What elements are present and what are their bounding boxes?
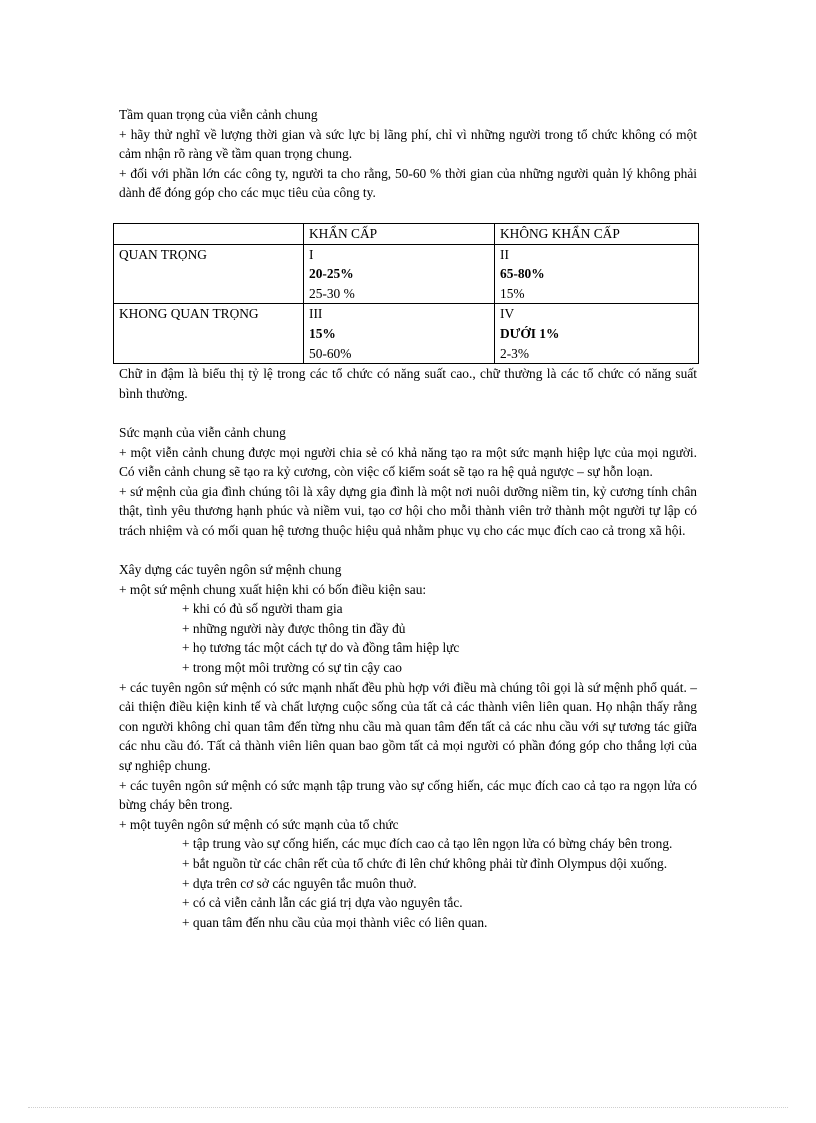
cell-quadrant-4	[495, 304, 699, 364]
quadrant-number: III	[309, 306, 323, 322]
row-label-not-important: KHONG QUAN TRỌNG	[114, 304, 304, 364]
mission-trait-item: + có cả viễn cảnh lẫn các giá trị dựa vào nguyên tắc.	[182, 895, 463, 911]
priority-table	[113, 223, 699, 364]
mission-trait-item: + tập trung vào sự cống hiến, các mục đích cao cả tạo lên ngọn lửa có bừng cháy bên trong.	[182, 836, 673, 852]
quadrant-number: IV	[500, 306, 515, 322]
mission-trait-item: + bắt nguồn từ các chân rết của tổ chức đi lên chứ không phải từ đỉnh Olympus dội xuống.	[182, 855, 668, 871]
normal-percent: 15%	[500, 285, 525, 301]
section3-paragraph-2: + các tuyên ngôn sứ mệnh có sức mạnh nhất đều phù hợp với điều mà chúng tôi gọi là sứ mệnh phổ quát. – cải thiện điều kiện kinh tế và chất lượng cuộc sống của tất cả các thành viên liên quan. Họ nhận thấy rằng con người không chỉ quan tâm đến từng nhu cầu mà quan tâm đến tất cả các nhu cầu với sự tương tác giữa các nhu cầu đó. Tất cả thành viên liên quan bao gồm tất cả mọi người có phần đóng góp cho thắng lợi của sự nghiệp chung.	[119, 679, 697, 773]
condition-item: + trong một môi trường có sự tin cậy cao	[182, 660, 402, 676]
header-cell-not-urgent: KHÔNG KHẨN CẤP	[495, 223, 699, 244]
section1-paragraph-1: + hãy thử nghĩ về lượng thời gian và sức lực bị lãng phí, chỉ vì những người trong tổ chức không có một cảm nhận rõ ràng về tầm quan trọng chung.	[119, 126, 697, 162]
mission-trait-item: + quan tâm đến nhu cầu của mọi thành viêc có liên quan.	[182, 914, 488, 930]
quadrant-number: II	[500, 246, 509, 262]
section2-paragraph-1: + một viễn cảnh chung được mọi người chia sẻ có khả năng tạo ra một sức mạnh hiệp lực của mọi người. Có viễn cảnh chung sẽ tạo ra kỷ cương, còn việc cố kiểm soát sẽ tạo ra hệ quả ngược – sự hỗn loạn.	[119, 444, 697, 480]
row-label-important: QUAN TRỌNG	[114, 244, 304, 304]
section3-paragraph-3: + các tuyên ngôn sứ mệnh có sức mạnh tập trung vào sự cống hiến, các mục đích cao cả tạo ra ngọn lửa có bừng cháy bên trong.	[119, 777, 697, 813]
table-row	[114, 304, 699, 364]
section1-heading: Tầm quan trọng của viễn cảnh chung	[119, 107, 318, 122]
section1-paragraph-2: + đối với phần lớn các công ty, người ta cho rằng, 50-60 % thời gian của những người quản lý không phải dành để đóng góp cho các mục tiêu của công ty.	[119, 165, 697, 201]
condition-item: + khi có đủ số người tham gia	[182, 601, 343, 617]
spacer	[119, 540, 697, 560]
cell-quadrant-2	[495, 244, 699, 304]
cell-quadrant-3	[304, 304, 495, 364]
page-bottom-divider	[28, 1107, 788, 1108]
section3-paragraph-4: + một tuyên ngôn sứ mệnh có sức mạnh của tổ chức	[119, 816, 399, 832]
document-body	[119, 105, 697, 932]
condition-item: + họ tương tác một cách tự do và đồng tâm hiệp lực	[182, 640, 460, 656]
header-cell-urgent: KHẨN CẤP	[304, 223, 495, 244]
header-cell-empty	[114, 223, 304, 244]
table-row	[114, 244, 699, 304]
table-note: Chữ in đậm là biểu thị tỷ lệ trong các tổ chức có năng suất cao., chữ thường là các tổ chức có năng suất bình thường.	[119, 366, 697, 401]
normal-percent: 50-60%	[309, 345, 352, 361]
section2-heading: Sức mạnh của viễn cảnh chung	[119, 424, 286, 440]
section2-paragraph-2: + sứ mệnh của gia đình chúng tôi là xây dựng gia đình là một nơi nuôi dưỡng niềm tin, kỷ cương tính chân thật, tình yêu thương hạnh phúc và niềm vui, tạo cơ hội cho mỗi thành viên trở thành một người tự lập có trách nhiệm và có mối quan hệ tương thuộc hiệu quả nhằm phục vụ cho các mục đích cao cả trong xã hội.	[119, 483, 697, 538]
section3-paragraph-1: + một sứ mệnh chung xuất hiện khi có bốn điều kiện sau:	[119, 581, 427, 597]
normal-percent: 25-30 %	[309, 285, 355, 301]
bold-percent: 20-25%	[309, 266, 354, 282]
section3-heading: Xây dựng các tuyên ngôn sứ mệnh chung	[119, 562, 342, 578]
normal-percent: 2-3%	[500, 345, 530, 361]
mission-trait-item: + dựa trên cơ sở các nguyên tắc muôn thuở.	[182, 875, 417, 891]
condition-item: + những người này được thông tin đầy đủ	[182, 620, 406, 636]
bold-percent: 15%	[309, 325, 336, 341]
spacer	[119, 403, 697, 423]
bold-percent: DƯỚI 1%	[500, 325, 560, 341]
table-header-row	[114, 223, 699, 244]
quadrant-number: I	[309, 246, 314, 262]
cell-quadrant-1	[304, 244, 495, 304]
bold-percent: 65-80%	[500, 266, 545, 282]
